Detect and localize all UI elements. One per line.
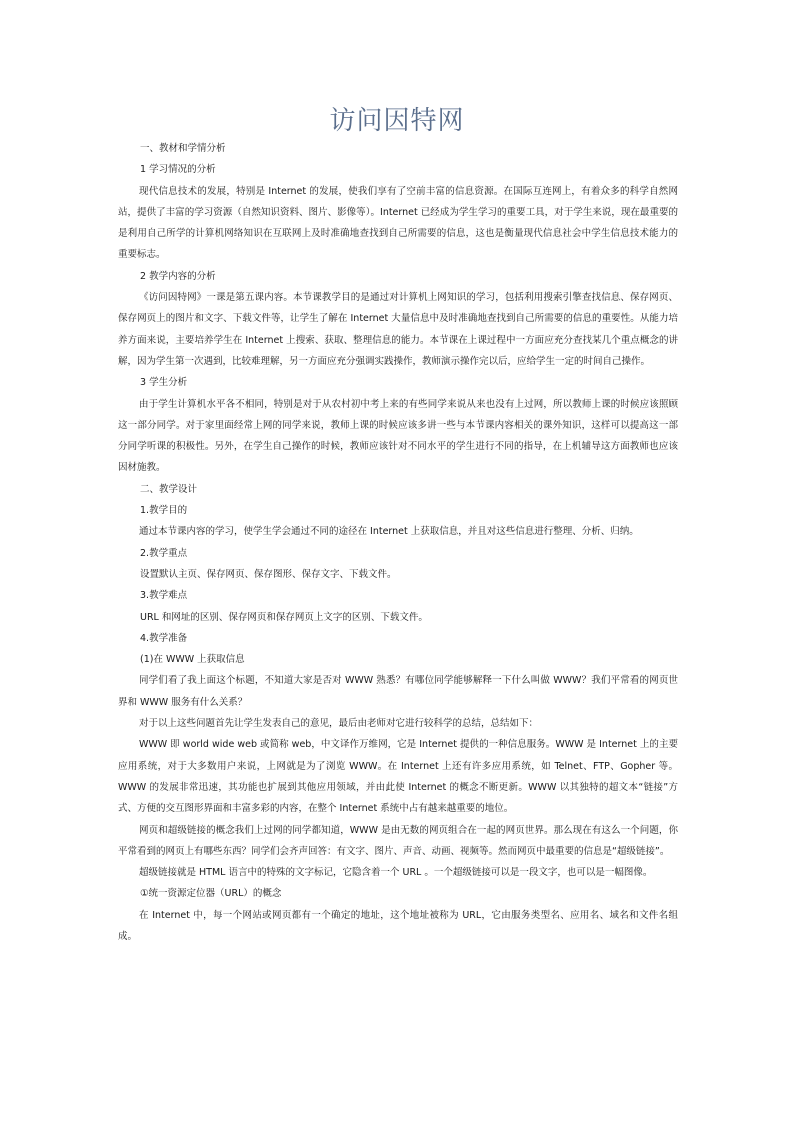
section-heading: 1 学习情况的分析 — [140, 164, 216, 176]
section-heading: 2 教学内容的分析 — [140, 270, 216, 282]
section-heading: 3.教学难点 — [140, 590, 188, 602]
document-body — [118, 138, 678, 947]
section-heading: URL 和网址的区别、保存网页和保存网页上文字的区别、下载文件。 — [140, 611, 428, 623]
section-heading: 一、教材和学情分析 — [140, 143, 226, 154]
document-title: 访问因特网 — [329, 106, 465, 136]
section-heading: 设置默认主页、保存网页、保存图形、保存文字、下载文件。 — [140, 568, 397, 580]
section-heading: 4.教学准备 — [140, 632, 188, 644]
section-heading: 2.教学重点 — [140, 547, 188, 559]
body-paragraph: 由于学生计算机水平各不相同，特别是对于从农村初中考上来的有些同学来说从来也没有上过网，所以教师上课的时候应该照顾这一部分同学。对于家里面经常上网的同学来说，教师上课的时候应该多讲一些与本节课内容相关的课外知识，这样可以提高这一部分同学听课的积极性。另外，在学生自己操作的时候，教师应该针对不同水平的学生进行不同的指导，在上机辅导这方面教师也应该因材施教。 — [118, 398, 678, 474]
section-heading: ①统一资源定位器（URL）的概念 — [140, 888, 282, 900]
section-heading: 3 学生分析 — [140, 377, 188, 389]
body-paragraph: WWW 即 world wide web 或简称 web，中文译作万维网，它是 Internet 提供的一种信息服务。WWW 是 Internet 上的主要应用系统，对于大多数用户来说，上网就是为了浏览 WWW。在 Internet 上还有许多应用系统，如 Telnet、FTP、Gopher 等。WWW 的发展非常迅速，其功能也扩展到其他应用领域，并由此使 Internet 的概念不断更新。WWW 以其独特的超文本“链接”方式、方便的交互图形界面和丰富多彩的内容，在整个 Internet 系统中占有越来越重要的地位。 — [118, 739, 678, 815]
section-heading: (1)在 WWW 上获取信息 — [140, 654, 245, 666]
body-paragraph: 在 Internet 中，每一个网站或网页都有一个确定的地址，这个地址被称为 URL，它由服务类型名、应用名、域名和文件名组成。 — [118, 909, 678, 942]
section-heading: 1.教学目的 — [140, 505, 188, 517]
body-paragraph: 《访问因特网》一课是第五课内容。本节课教学目的是通过对计算机上网知识的学习，包括利用搜索引擎查找信息、保存网页、保存网页上的图片和文字、下载文件等，让学生了解在 Internet 大量信息中及时准确地查找到自己所需要的信息的重要性。从能力培养方面来说，主要培养学生在 Internet 上搜索、获取、整理信息的能力。本节课在上课过程中一方面应充分查找某几个重点概念的讲解，因为学生第一次遇到，比较难理解，另一方面应充分强调实践操作，教师演示操作完以后，应给学生一定的时间自己操作。 — [118, 292, 678, 367]
body-paragraph: 通过本节课内容的学习，使学生学会通过不同的途径在 Internet 上获取信息，并且对这些信息进行整理、分析、归纳。 — [139, 526, 639, 538]
section-heading: 二、教学设计 — [140, 483, 198, 495]
body-paragraph: 对于以上这些问题首先让学生发表自己的意见，最后由老师对它进行较科学的总结，总结如下： — [139, 718, 539, 730]
body-paragraph: 网页和超级链接的概念我们上过网的同学都知道，WWW 是由无数的网页组合在一起的网页世界。那么现在有这么一个问题，你平常看到的网页上有哪些东西？同学们会齐声回答：有文字、图片、声音、动画、视频等。然而网页中最重要的信息是“超级链接”。 — [118, 824, 678, 857]
body-paragraph: 同学们看了我上面这个标题，不知道大家是否对 WWW 熟悉？有哪位同学能够解释一下什么叫做 WWW？我们平常看的网页世界和 WWW 服务有什么关系？ — [118, 675, 678, 708]
body-paragraph: 现代信息技术的发展，特别是 Internet 的发展，使我们享有了空前丰富的信息资源。在国际互连网上，有着众多的科学自然网站，提供了丰富的学习资源（自然知识资料、图片、影像等）。Internet 已经成为学生学习的重要工具，对于学生来说，现在最重要的是利用自己所学的计算机网络知识在互联网上及时准确地查找到自己所需要的信息，这也是衡量现代信息社会中学生信息技术能力的重要标志。 — [118, 185, 678, 261]
body-paragraph: 超级链接就是 HTML 语言中的特殊的文字标记，它隐含着一个 URL 。一个超级链接可以是一段文字，也可以是一幅图像。 — [139, 867, 653, 879]
